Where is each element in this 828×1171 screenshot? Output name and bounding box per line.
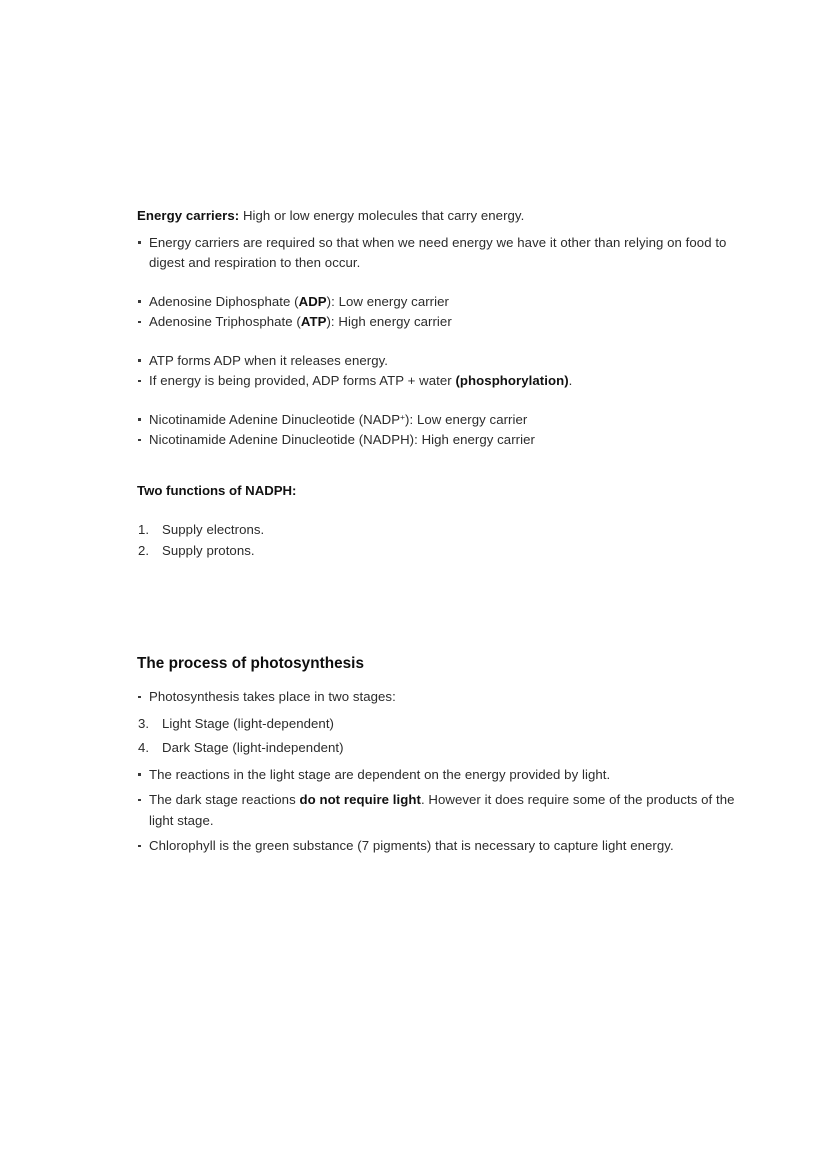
bullet-dot-icon xyxy=(138,321,141,324)
bullet-dot-icon xyxy=(138,380,141,383)
list-item xyxy=(137,430,749,451)
energy-carriers-definition-text: High or low energy molecules that carry energy. xyxy=(239,208,525,223)
list-item xyxy=(137,371,749,392)
list-item xyxy=(137,738,749,759)
photosynthesis-heading: The process of photosynthesis xyxy=(137,655,364,673)
energy-carriers-definition-label: Energy carriers: xyxy=(137,208,240,223)
reaction-text-prefix: If energy is being provided, ADP forms ATP + water xyxy=(149,373,456,388)
nadp-charge-superscript: + xyxy=(400,411,406,422)
spacer xyxy=(137,675,749,687)
list-item-text: Light Stage (light-dependent) xyxy=(162,715,335,731)
photosynthesis-details-list xyxy=(137,765,749,857)
photosynthesis-intro-list xyxy=(137,687,749,708)
spacer xyxy=(137,451,749,468)
section-spacer xyxy=(137,561,749,653)
list-item-text: Photosynthesis takes place in two stages: xyxy=(149,689,396,705)
energy-carriers-definition xyxy=(137,206,749,227)
list-item-text: ATP forms ADP when it releases energy. xyxy=(149,352,389,368)
list-item xyxy=(137,836,749,857)
dark-stage-text-suffix: . However it does require some of the products of the light stage. xyxy=(149,792,735,828)
list-item-text: Dark Stage (light-independent) xyxy=(162,740,344,756)
list-item-number: 1. xyxy=(138,522,150,538)
list-item-number: 2. xyxy=(138,542,150,558)
list-item-number: 4. xyxy=(138,740,150,756)
photosynthesis-stages-list xyxy=(137,714,749,759)
document-content xyxy=(137,206,749,857)
list-item-text: The reactions in the light stage are dependent on the energy provided by light. xyxy=(149,766,611,782)
reaction-text-suffix: . xyxy=(568,373,573,388)
list-item xyxy=(137,714,749,735)
nadp-text-prefix: Nicotinamide Adenine Dinucleotide (NADPH): High energy carrier xyxy=(149,432,535,447)
list-item xyxy=(137,292,749,313)
list-item xyxy=(137,410,749,431)
list-item-number: 3. xyxy=(138,715,150,731)
list-item xyxy=(137,687,749,708)
bullet-dot-icon xyxy=(138,418,141,421)
nadp-text-prefix: Nicotinamide Adenine Dinucleotide (NADP xyxy=(149,411,401,427)
energy-reactions-list xyxy=(137,351,749,392)
spacer xyxy=(137,274,749,292)
nadph-functions-heading: Two functions of NADPH: xyxy=(137,482,297,498)
list-item xyxy=(137,765,749,786)
list-item xyxy=(137,312,749,333)
spacer xyxy=(137,333,749,351)
dark-stage-emphasis: do not require light xyxy=(299,792,421,808)
list-item xyxy=(137,541,749,562)
bullet-dot-icon xyxy=(138,799,141,802)
energy-carriers-intro-list xyxy=(137,233,749,274)
bullet-dot-icon xyxy=(138,773,141,776)
energy-molecules-list xyxy=(137,292,749,333)
nadph-functions-list xyxy=(137,520,749,561)
list-item xyxy=(137,233,749,274)
spacer xyxy=(137,392,749,410)
list-item-text: Supply protons. xyxy=(162,542,255,558)
bullet-dot-icon xyxy=(138,845,141,848)
phosphorylation-emphasis: (phosphorylation) xyxy=(455,373,569,388)
list-item-text: Energy carriers are required so that when we need energy we have it other than relying on food to digest and respiration to then occur. xyxy=(149,234,727,270)
molecule-name-suffix: ): High energy carrier xyxy=(326,314,452,329)
bullet-dot-icon xyxy=(138,359,141,362)
molecule-name-prefix: Adenosine Diphosphate ( xyxy=(149,293,299,309)
nadp-list xyxy=(137,410,749,451)
bullet-dot-icon xyxy=(138,696,141,699)
list-item xyxy=(137,790,749,831)
bullet-dot-icon xyxy=(138,300,141,303)
list-item xyxy=(137,520,749,541)
nadp-text-suffix: ): Low energy carrier xyxy=(405,411,528,427)
list-item-text: Supply electrons. xyxy=(162,522,265,538)
dark-stage-text-prefix: The dark stage reactions xyxy=(149,792,300,808)
molecule-name-prefix: Adenosine Triphosphate ( xyxy=(149,314,301,329)
list-item xyxy=(137,351,749,372)
molecule-name-suffix: ): Low energy carrier xyxy=(326,293,449,309)
bullet-dot-icon xyxy=(138,439,141,442)
molecule-abbreviation: ATP xyxy=(300,314,327,329)
list-item-text: Chlorophyll is the green substance (7 pigments) that is necessary to capture light energy. xyxy=(149,838,674,854)
molecule-abbreviation: ADP xyxy=(298,293,327,309)
bullet-dot-icon xyxy=(138,241,141,244)
